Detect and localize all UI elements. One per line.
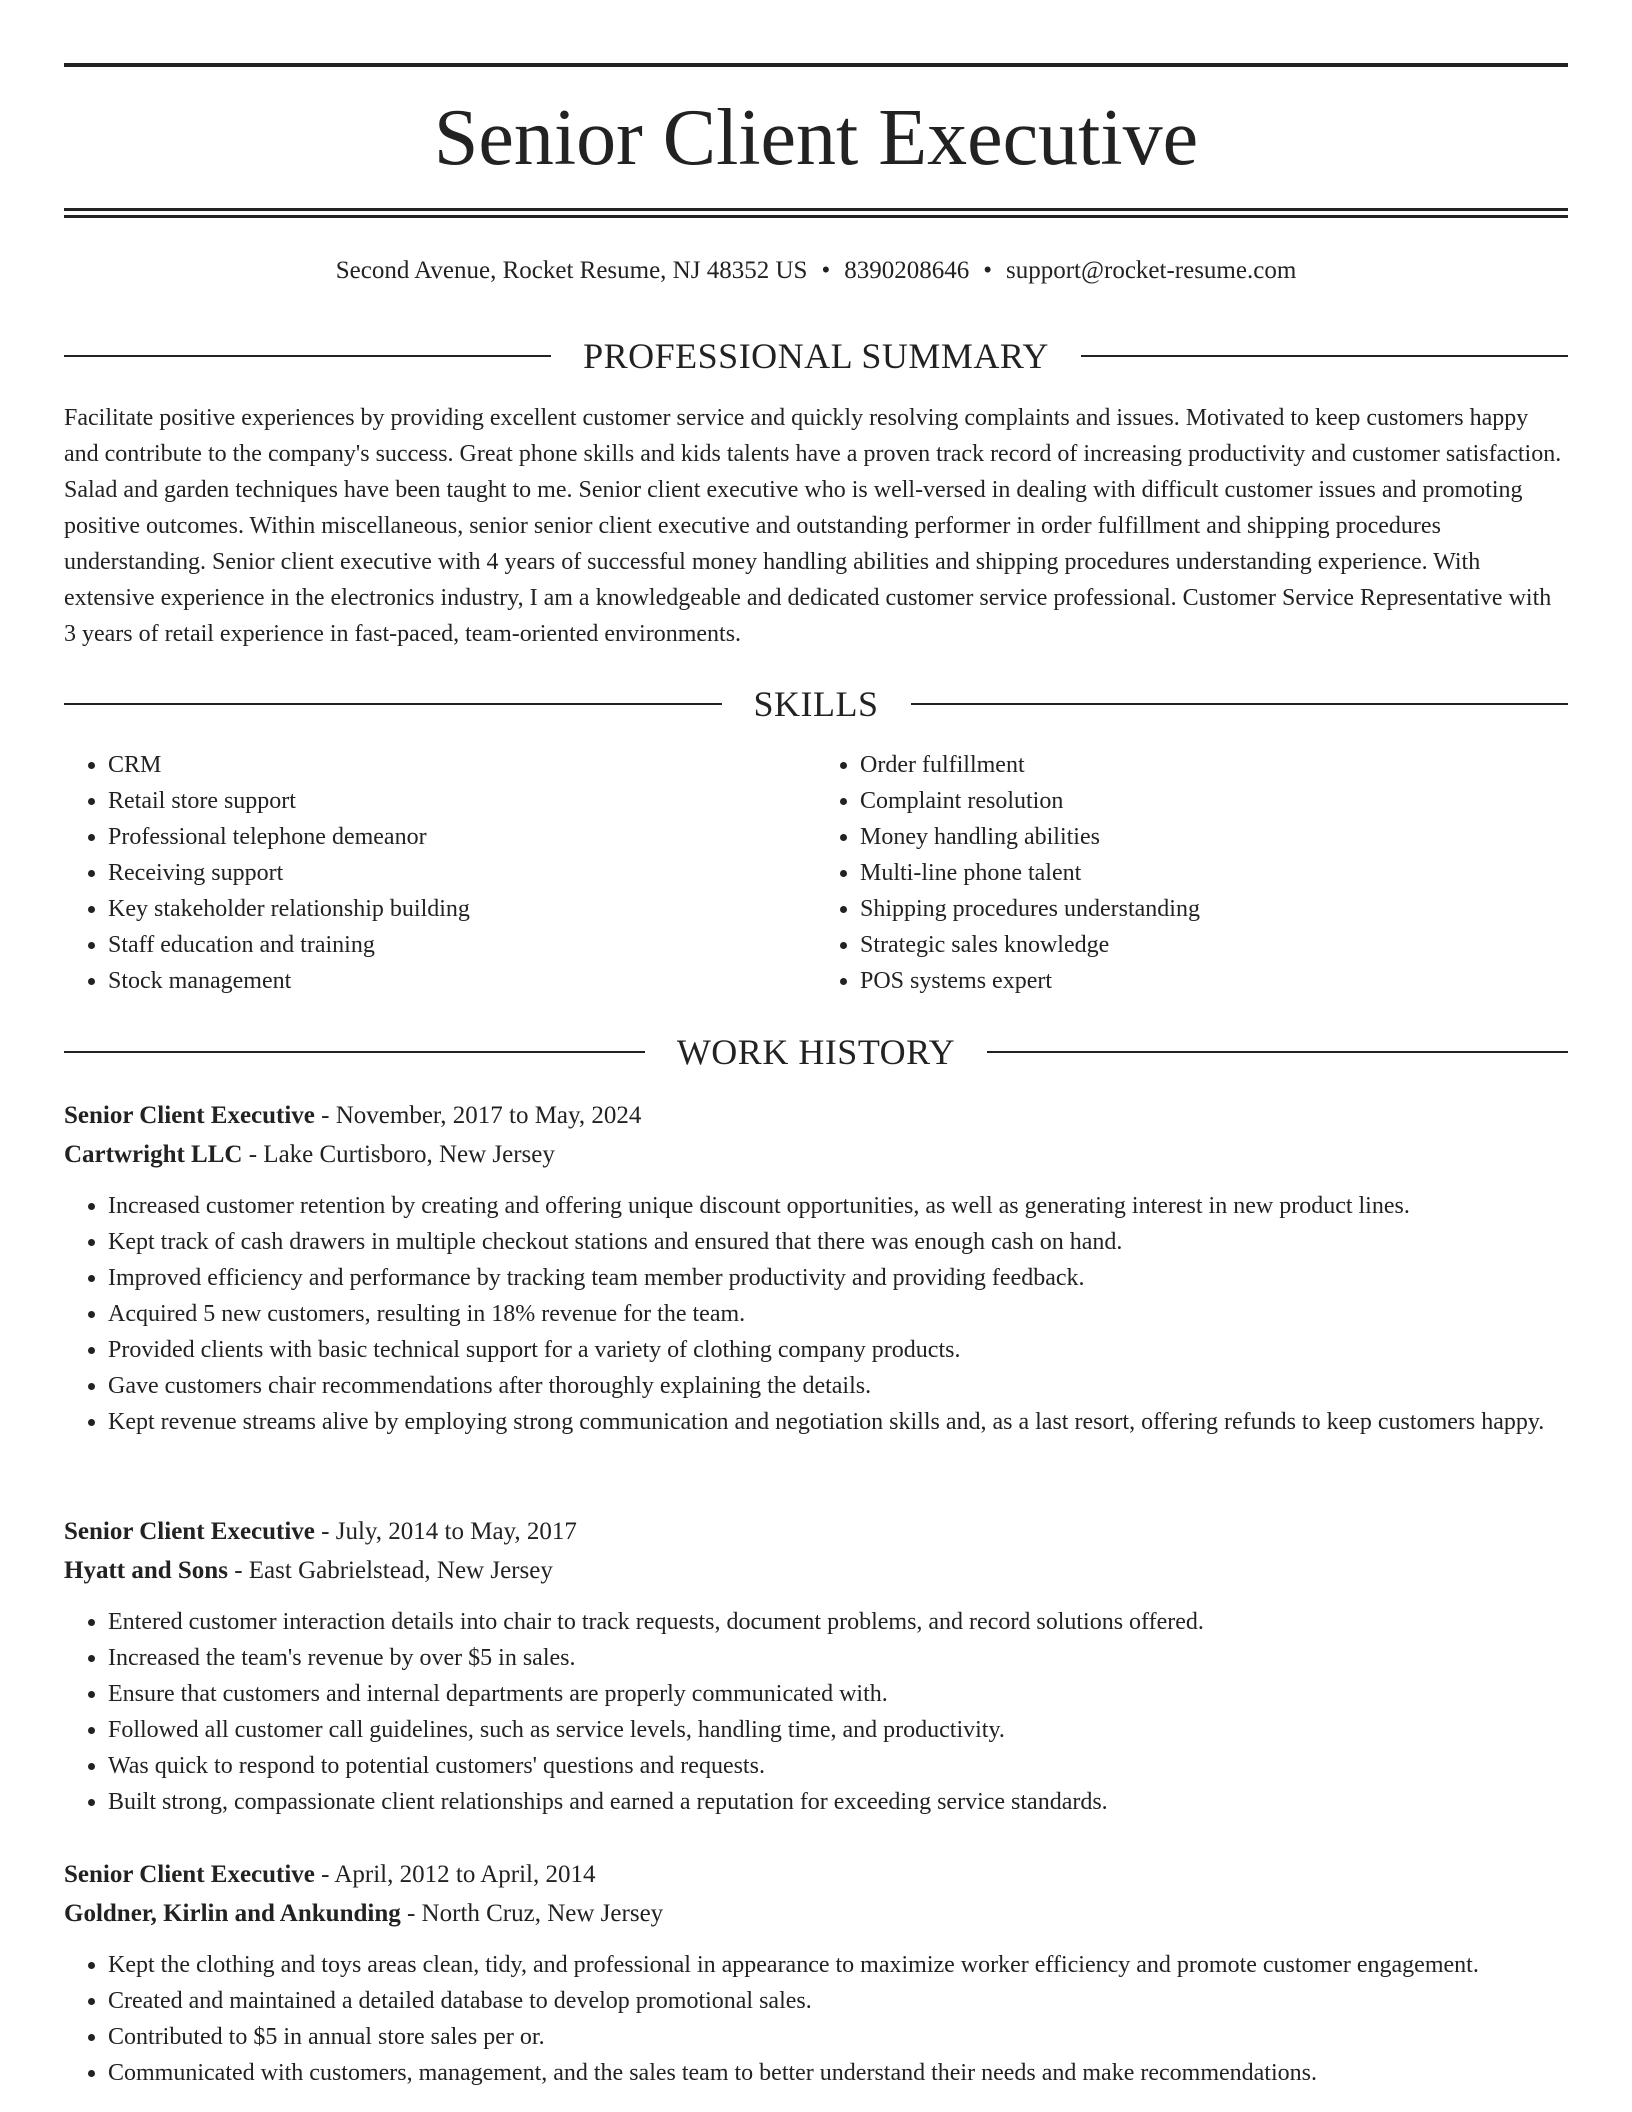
skill-item: • Strategic sales knowledge [860, 927, 1568, 963]
contact-line [64, 254, 1568, 288]
job-bullet: • Increased the team's revenue by over $5 in sales. [108, 1640, 1568, 1676]
job-bullets [64, 1188, 1568, 1440]
job-bullet: • Increased customer retention by creating and offering unique discount opportunities, as well as generating interest in new product lines. [108, 1188, 1568, 1224]
job-company: Goldner, Kirlin and Ankunding [64, 1900, 401, 1927]
job-title: Senior Client Executive [64, 1861, 315, 1888]
resume-title: Senior Client Executive [433, 94, 1199, 182]
skill-item: • Retail store support [108, 783, 816, 819]
skill-item: • Stock management [108, 963, 816, 999]
contact-address: Second Avenue, Rocket Resume, NJ 48352 US [335, 257, 808, 284]
skill-item: • CRM [108, 747, 816, 783]
skill-item: • Staff education and training [108, 927, 816, 963]
skills-list-right [816, 747, 1568, 999]
job-entry [64, 1096, 1568, 1440]
job-company-line [64, 1551, 1568, 1590]
job-location: - Lake Curtisboro, New Jersey [242, 1141, 555, 1168]
skills-list-left [64, 747, 816, 999]
job-bullet: • Kept track of cash drawers in multiple checkout stations and ensured that there was enough cash on hand. [108, 1224, 1568, 1260]
contact-email: support@rocket-resume.com [1005, 257, 1297, 284]
contact-separator: • [821, 257, 831, 284]
skill-item: • Multi-line phone talent [860, 855, 1568, 891]
work-heading [64, 1030, 1568, 1074]
job-title-line [64, 1855, 1568, 1894]
skill-item: • Complaint resolution [860, 783, 1568, 819]
job-bullet: • Built strong, compassionate client relationships and earned a reputation for exceeding service standards. [108, 1784, 1568, 1820]
skill-item: • POS systems expert [860, 963, 1568, 999]
job-title: Senior Client Executive [64, 1102, 315, 1129]
job-entry [64, 1512, 1568, 1820]
job-bullet: • Communicated with customers, management, and the sales team to better understand their needs and make recommendations. [108, 2055, 1568, 2091]
job-bullet: • Ensure that customers and internal departments are properly communicated with. [108, 1676, 1568, 1712]
job-bullet: • Was quick to respond to potential customers' questions and requests. [108, 1748, 1568, 1784]
heading-rule-right [987, 1051, 1568, 1053]
job-bullet: • Acquired 5 new customers, resulting in 18% revenue for the team. [108, 1296, 1568, 1332]
job-location: - North Cruz, New Jersey [400, 1900, 664, 1927]
job-location: - East Gabrielstead, New Jersey [227, 1557, 553, 1584]
job-title: Senior Client Executive [64, 1518, 315, 1545]
job-dates: - November, 2017 to May, 2024 [314, 1102, 642, 1129]
job-bullet: • Improved efficiency and performance by tracking team member productivity and providing feedback. [108, 1260, 1568, 1296]
heading-rule-left [64, 355, 551, 357]
contact-phone: 8390208646 [844, 257, 970, 284]
skills-heading-label: SKILLS [753, 684, 879, 724]
job-bullet: • Provided clients with basic technical support for a variety of clothing company products. [108, 1332, 1568, 1368]
job-bullets [64, 1947, 1568, 2091]
job-bullet: • Entered customer interaction details into chair to track requests, document problems, and record solutions offered. [108, 1604, 1568, 1640]
heading-rule-right [1081, 355, 1568, 357]
job-bullets [64, 1604, 1568, 1820]
job-company-line [64, 1894, 1568, 1933]
job-dates: - July, 2014 to May, 2017 [314, 1518, 577, 1545]
skill-item: • Key stakeholder relationship building [108, 891, 816, 927]
job-entry [64, 1855, 1568, 2091]
job-company: Cartwright LLC [64, 1141, 243, 1168]
summary-text: Facilitate positive experiences by providing excellent customer service and quickly resolving complaints and issues. Motivated to keep customers happy and contribute to the company's success. Great phone skills and kids talents have a proven track record of increasing productivity and customer satisfaction. Salad and garden techniques have been taught to me. Senior client executive who is well-versed in dealing with difficult customer issues and promoting positive outcomes. Within miscellaneous, senior senior client executive and outstanding performer in order fulfillment and shipping procedures understanding. Senior client executive with 4 years of successful money handling abilities and shipping procedures understanding experience. With extensive experience in the electronics industry, I am a knowledgeable and dedicated customer service professional. Customer Service Representative with 3 years of retail experience in fast-paced, team-oriented environments. [64, 405, 1562, 647]
skills-heading [64, 682, 1568, 726]
job-bullet: • Kept the clothing and toys areas clean, tidy, and professional in appearance to maximize worker efficiency and promote customer engagement. [108, 1947, 1568, 1983]
heading-rule-left [64, 1051, 645, 1053]
job-title-line [64, 1096, 1568, 1135]
heading-rule-left [64, 703, 722, 705]
job-company-line [64, 1135, 1568, 1174]
skill-item: • Order fulfillment [860, 747, 1568, 783]
skill-item: • Shipping procedures understanding [860, 891, 1568, 927]
summary-heading [64, 334, 1568, 378]
job-bullet: • Contributed to $5 in annual store sales per or. [108, 2019, 1568, 2055]
skills-columns [64, 747, 1568, 999]
skill-item: • Professional telephone demeanor [108, 819, 816, 855]
top-rule [64, 63, 1568, 67]
job-company: Hyatt and Sons [64, 1557, 228, 1584]
summary-heading-label: PROFESSIONAL SUMMARY [583, 336, 1049, 376]
skill-item: • Receiving support [108, 855, 816, 891]
title-double-rule [64, 208, 1568, 218]
work-heading-label: WORK HISTORY [676, 1032, 956, 1072]
contact-separator: • [983, 257, 992, 284]
job-bullet: • Created and maintained a detailed database to develop promotional sales. [108, 1983, 1568, 2019]
skill-item: • Money handling abilities [860, 819, 1568, 855]
job-bullet: • Kept revenue streams alive by employing strong communication and negotiation skills and, as a last resort, offering refunds to keep customers happy. [108, 1404, 1568, 1440]
job-bullet: • Gave customers chair recommendations after thoroughly explaining the details. [108, 1368, 1568, 1404]
job-bullet: • Followed all customer call guidelines, such as service levels, handling time, and productivity. [108, 1712, 1568, 1748]
heading-rule-right [911, 703, 1569, 705]
job-dates: - April, 2012 to April, 2014 [314, 1861, 596, 1888]
job-title-line [64, 1512, 1568, 1551]
